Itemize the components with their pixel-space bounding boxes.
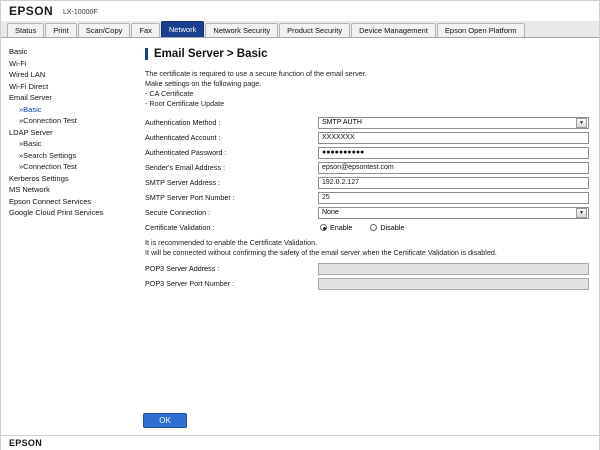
form-row: [145, 161, 589, 174]
content-area: [1, 38, 599, 450]
tab-device-management[interactable]: Device Management: [351, 23, 436, 37]
main-tab-bar: [1, 21, 599, 38]
sidebar-item-ldap-server[interactable]: LDAP Server: [9, 127, 53, 137]
footer-bar: [1, 435, 599, 449]
page-title: [145, 48, 589, 60]
radio-label: Disable: [380, 223, 405, 232]
sidebar-item-basic[interactable]: Basic: [9, 47, 28, 56]
authentication-method-select[interactable]: [318, 117, 589, 129]
authenticated-password-input[interactable]: ●●●●●●●●●●: [318, 147, 589, 159]
sidebar-item-epson-connect-services[interactable]: Epson Connect Services: [9, 196, 92, 206]
senders-email-address-input[interactable]: epson@epsontest.com: [318, 162, 589, 174]
email-server-form: [145, 116, 589, 219]
field-label: Sender's Email Address :: [145, 163, 226, 172]
authenticated-account-input[interactable]: XXXXXXX: [318, 132, 589, 144]
select-value: None: [322, 209, 339, 216]
tab-network[interactable]: Network: [161, 21, 205, 37]
tab-status[interactable]: Status: [7, 23, 44, 37]
pop3-form: [145, 262, 589, 290]
certificate-validation-option-enable[interactable]: [320, 223, 352, 232]
sidebar-nav: [1, 38, 137, 450]
pop3-server-port-number-input: [318, 278, 589, 290]
field-label: POP3 Server Port Number :: [145, 279, 235, 288]
certificate-validation-option-disable[interactable]: [370, 223, 404, 232]
sidebar-item-ms-network[interactable]: MS Network: [9, 185, 50, 194]
description-line: Make settings on the following page.: [145, 79, 262, 88]
footer-epson-logo: EPSON: [9, 437, 43, 448]
description-line: - CA Certificate: [145, 89, 194, 98]
field-label: Secure Connection :: [145, 208, 211, 217]
sidebar-item-kerberos-settings[interactable]: Kerberos Settings: [9, 173, 69, 183]
note-line: It is recommended to enable the Certificate Validation.: [145, 238, 318, 247]
certificate-validation-row: [145, 221, 589, 234]
radio-label: Enable: [330, 223, 353, 232]
field-label: SMTP Server Address :: [145, 178, 220, 187]
certificate-validation-note: [145, 238, 589, 257]
tab-product-security[interactable]: Product Security: [279, 23, 350, 37]
epson-logo: EPSON: [9, 3, 54, 18]
sidebar-item-email-server[interactable]: Email Server: [9, 93, 52, 102]
title-accent-bar: [145, 48, 148, 60]
note-line: It will be connected without confirming the safety of the email server when the Certificate Validation is disabled.: [145, 247, 497, 257]
sidebar-item-connection-test[interactable]: »Connection Test: [19, 116, 77, 125]
form-row: [145, 191, 589, 204]
sidebar-item-basic[interactable]: »Basic: [19, 104, 42, 114]
field-label: POP3 Server Address :: [145, 264, 220, 273]
brand-bar: [1, 1, 599, 21]
radio-icon[interactable]: [320, 224, 327, 231]
field-label: Authenticated Password :: [145, 148, 227, 157]
form-row: [145, 262, 589, 275]
sidebar-item-wi-fi[interactable]: Wi-Fi: [9, 58, 27, 68]
tab-print[interactable]: Print: [45, 23, 76, 37]
select-value: SMTP AUTH: [322, 119, 362, 126]
smtp-server-port-number-input[interactable]: 25: [318, 192, 589, 204]
secure-connection-select[interactable]: [318, 207, 589, 219]
tab-fax[interactable]: Fax: [131, 23, 160, 37]
printer-model-label: LX-10000F: [63, 8, 98, 16]
tab-scan-copy[interactable]: Scan/Copy: [78, 23, 131, 37]
radio-icon[interactable]: [370, 224, 377, 231]
field-label: Authentication Method :: [145, 118, 221, 127]
form-row: [145, 131, 589, 144]
chevron-down-icon[interactable]: ▼: [576, 208, 587, 218]
sidebar-item-basic[interactable]: »Basic: [19, 139, 42, 148]
form-row: [145, 206, 589, 219]
chevron-down-icon[interactable]: ▼: [576, 118, 587, 128]
form-row: [145, 277, 589, 290]
ok-button[interactable]: OK: [143, 413, 187, 428]
form-row: [145, 146, 589, 159]
description-line: The certificate is required to use a secure function of the email server.: [145, 69, 367, 78]
description-line: - Root Certificate Update: [145, 99, 225, 108]
form-row: [145, 176, 589, 189]
certificate-validation-radios: [318, 223, 589, 232]
tab-network-security[interactable]: Network Security: [205, 23, 278, 37]
pop3-server-address-input: [318, 263, 589, 275]
sidebar-item-search-settings[interactable]: »Search Settings: [19, 150, 77, 160]
field-label: Authenticated Account :: [145, 133, 221, 142]
sidebar-item-wired-lan[interactable]: Wired LAN: [9, 70, 46, 79]
field-label: SMTP Server Port Number :: [145, 193, 235, 202]
smtp-server-address-input[interactable]: 192.0.2.127: [318, 177, 589, 189]
sidebar-item-connection-test[interactable]: »Connection Test: [19, 162, 77, 171]
form-row: [145, 116, 589, 129]
page-description: [145, 69, 589, 109]
sidebar-item-google-cloud-print-services[interactable]: Google Cloud Print Services: [9, 208, 104, 217]
sidebar-item-wi-fi-direct[interactable]: Wi-Fi Direct: [9, 81, 49, 91]
main-panel: [137, 38, 599, 450]
tab-epson-open-platform[interactable]: Epson Open Platform: [437, 23, 525, 37]
page-title-text: Email Server > Basic: [154, 48, 268, 60]
certificate-validation-label: Certificate Validation :: [145, 223, 215, 232]
